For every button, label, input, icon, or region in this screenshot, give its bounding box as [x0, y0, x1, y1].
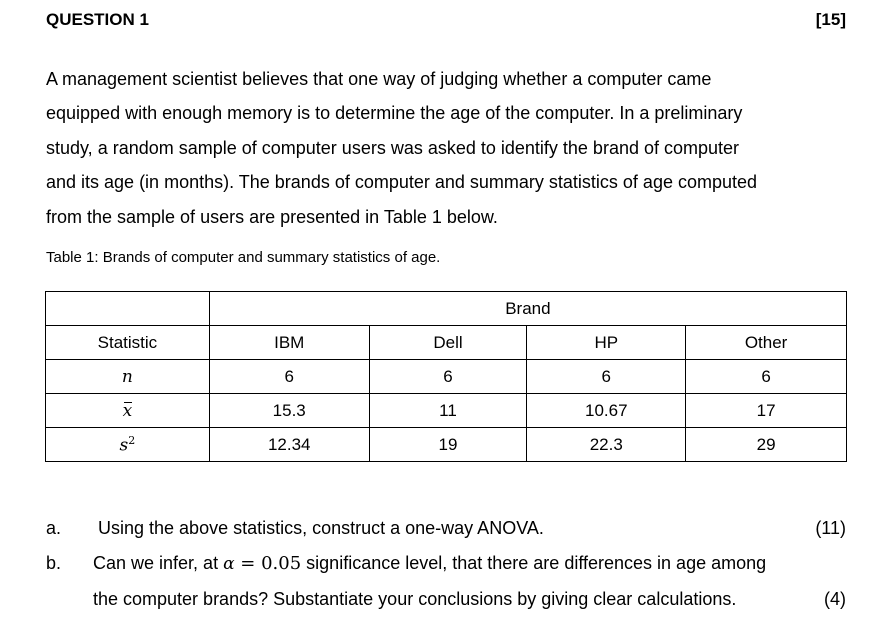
question-total-marks: [15] [815, 10, 846, 29]
table-cell: 12.34 [209, 428, 369, 462]
question-title: QUESTION 1 [46, 10, 149, 29]
statistic-symbol-s-squared: $s^2$ [46, 428, 210, 462]
question-letter-b: b. [46, 553, 62, 573]
table-cell: 6 [527, 360, 686, 394]
column-header-hp: HP [527, 326, 686, 360]
intro-line: and its age (in months). The brands of computer and summary statistics of age computed [46, 172, 758, 193]
question-b-continuation: the computer brands? Substantiate your conclusions by giving clear calculations. [93, 589, 737, 609]
statistic-symbol-n: n [46, 360, 210, 394]
alpha-symbol: α [223, 554, 235, 574]
statistic-header: Statistic [46, 326, 210, 360]
table-cell: 29 [686, 428, 847, 462]
intro-line: equipped with enough memory is to determine the age of the computer. In a preliminary [46, 103, 743, 124]
table-caption: Table 1: Brands of computer and summary statistics of age. [46, 249, 441, 266]
intro-line: study, a random sample of computer users was asked to identify the brand of computer [46, 137, 740, 158]
intro-paragraph [46, 62, 856, 234]
brand-group-header: Brand [209, 292, 846, 326]
column-header-ibm: IBM [209, 326, 369, 360]
table-cell: 15.3 [209, 394, 369, 428]
table-cell: 10.67 [527, 394, 686, 428]
table-row [46, 326, 847, 360]
question-b-marks: (4) [824, 589, 846, 609]
question-a-text: Using the above statistics, construct a one-way ANOVA. [98, 518, 544, 538]
table-row [46, 360, 847, 394]
table-cell: 6 [686, 360, 847, 394]
table-cell: 6 [209, 360, 369, 394]
intro-line: A management scientist believes that one way of judging whether a computer came [46, 69, 712, 89]
table-row [46, 394, 847, 428]
table-cell: 6 [369, 360, 527, 394]
column-header-other: Other [686, 326, 847, 360]
intro-line: from the sample of users are presented in Table 1 below. [46, 206, 498, 227]
alpha-value: 0.05 [261, 553, 302, 574]
table-corner-cell [46, 292, 210, 326]
question-a-marks: (11) [815, 518, 846, 538]
table-cell: 19 [369, 428, 527, 462]
statistic-symbol-xbar: x [46, 394, 210, 428]
question-letter-a: a. [46, 518, 62, 538]
summary-statistics-table [45, 291, 847, 462]
question-b-text: Can we infer, at α = 0.05 significance level, that there are differences in age among [93, 553, 767, 574]
column-header-dell: Dell [369, 326, 527, 360]
table-row [46, 292, 847, 326]
table-cell: 22.3 [527, 428, 686, 462]
table-cell: 17 [686, 394, 847, 428]
table-cell: 11 [369, 394, 527, 428]
table-row [46, 428, 847, 462]
